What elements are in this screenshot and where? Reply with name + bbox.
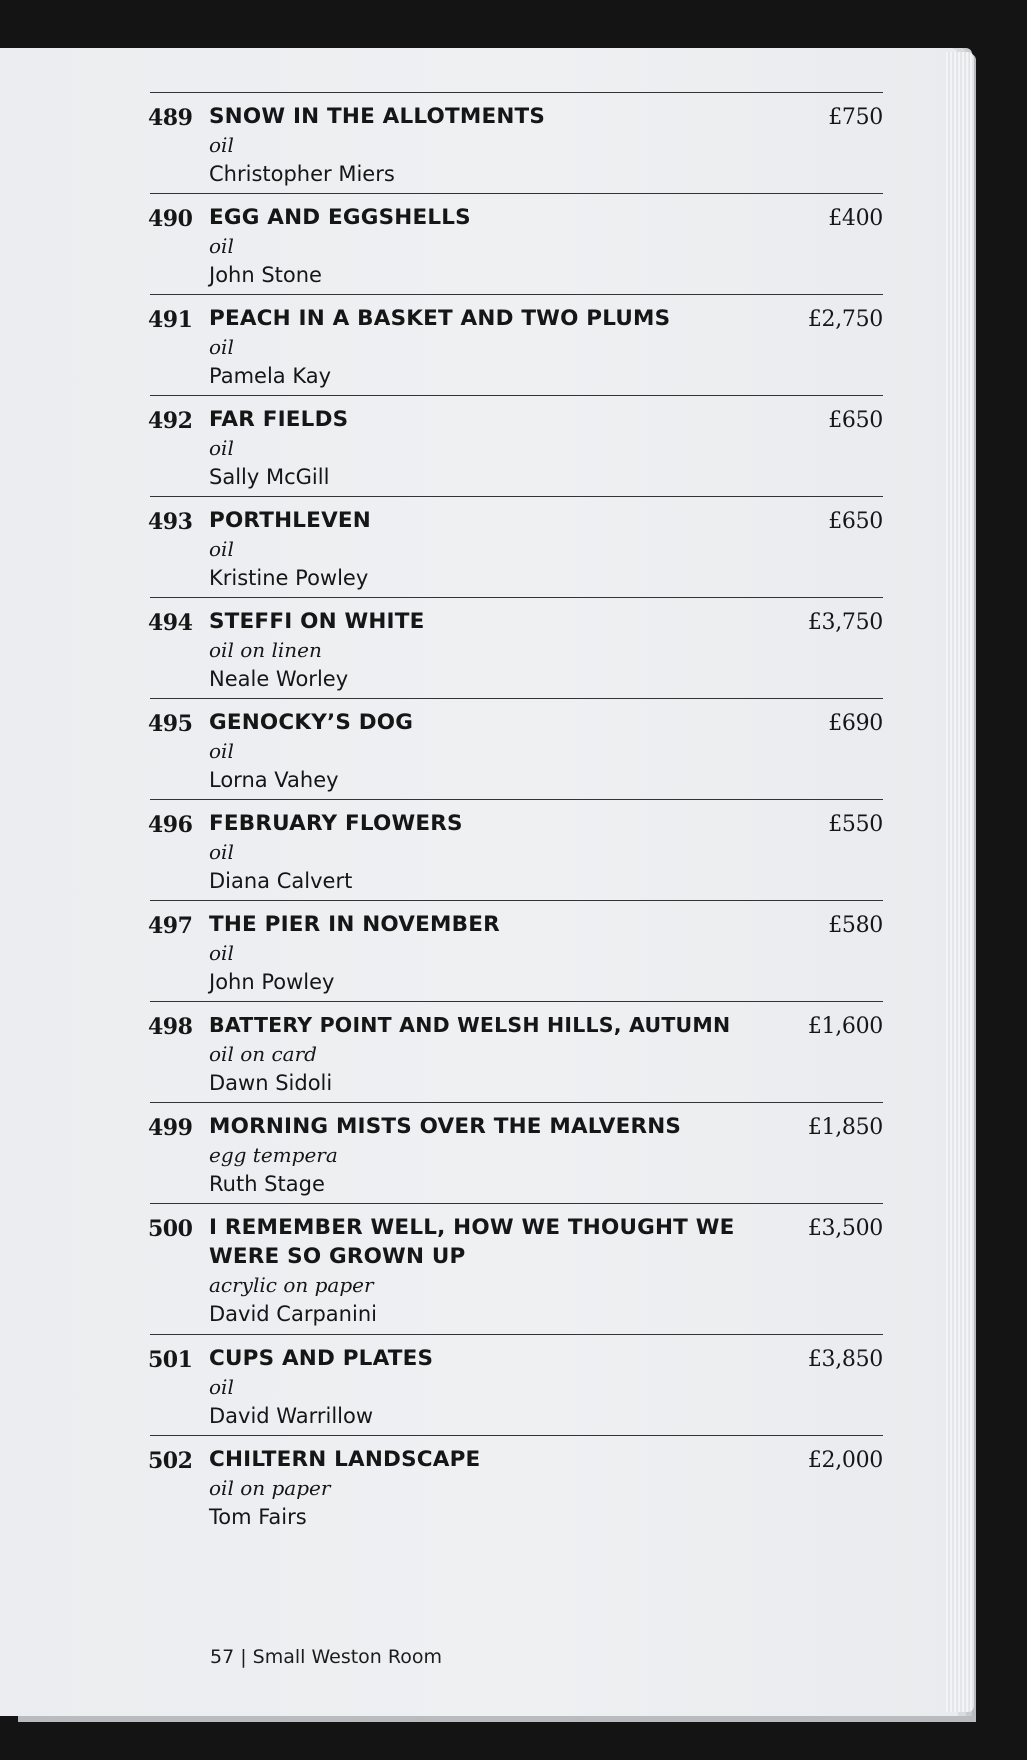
entry-title: FAR FIELDS	[209, 407, 349, 432]
entry-medium: oil on linen	[209, 638, 322, 662]
catalogue-entry	[150, 1203, 883, 1334]
page-edges	[946, 52, 974, 1712]
entry-medium: oil	[209, 537, 234, 561]
entry-artist: Ruth Stage	[209, 1172, 325, 1196]
entry-title: CHILTERN LANDSCAPE	[209, 1447, 481, 1472]
entry-artist: Neale Worley	[209, 667, 349, 691]
catalogue-entry	[150, 597, 883, 698]
entry-artist: Kristine Powley	[209, 566, 369, 590]
entry-medium: acrylic on paper	[209, 1273, 374, 1297]
entry-price: £3,500	[807, 1216, 883, 1241]
entry-artist: Sally McGill	[209, 465, 330, 489]
entry-title: THE PIER IN NOVEMBER	[209, 912, 500, 937]
entry-number: 500	[148, 1216, 193, 1242]
entry-number: 498	[148, 1014, 193, 1040]
entry-number: 499	[148, 1115, 193, 1141]
entry-price: £3,850	[807, 1347, 883, 1372]
catalogue-entry	[150, 92, 883, 193]
entry-medium: oil	[209, 436, 234, 460]
entry-number: 494	[148, 610, 193, 636]
entry-artist: Dawn Sidoli	[209, 1071, 333, 1095]
catalogue-entry	[150, 1435, 883, 1536]
entry-title: I REMEMBER WELL, HOW WE THOUGHT WE WERE SO GROWN UP	[209, 1215, 735, 1269]
entry-artist: Pamela Kay	[209, 364, 332, 388]
entry-medium: oil on paper	[209, 1476, 331, 1500]
entry-title: GENOCKY’S DOG	[209, 710, 414, 735]
entry-medium: egg tempera	[209, 1143, 338, 1167]
entry-medium: oil	[209, 739, 234, 763]
entry-number: 491	[148, 307, 193, 333]
entry-price: £1,600	[807, 1014, 883, 1039]
entry-price: £650	[828, 408, 883, 433]
entry-price: £1,850	[807, 1115, 883, 1140]
entry-number: 489	[148, 105, 193, 131]
entry-artist: John Powley	[209, 970, 335, 994]
entry-price: £650	[828, 509, 883, 534]
entry-price: £2,000	[807, 1448, 883, 1473]
entry-artist: Christopher Miers	[209, 162, 395, 186]
catalogue-entry	[150, 698, 883, 799]
catalogue-entry	[150, 1102, 883, 1203]
entry-medium: oil	[209, 133, 234, 157]
entry-artist: Diana Calvert	[209, 869, 353, 893]
catalogue-entry	[150, 900, 883, 1001]
entry-number: 492	[148, 408, 193, 434]
entry-number: 501	[148, 1347, 193, 1373]
entry-artist: John Stone	[209, 263, 322, 287]
entry-number: 497	[148, 913, 193, 939]
catalogue-entry	[150, 799, 883, 900]
entry-medium: oil on card	[209, 1042, 317, 1066]
entry-title: MORNING MISTS OVER THE MALVERNS	[209, 1114, 682, 1139]
entry-title: EGG AND EGGSHELLS	[209, 205, 471, 230]
entry-artist: David Warrillow	[209, 1404, 374, 1428]
entry-artist: Tom Fairs	[209, 1505, 307, 1529]
entry-price: £2,750	[807, 307, 883, 332]
entry-number: 495	[148, 711, 193, 737]
catalogue-entry	[150, 496, 883, 597]
entry-medium: oil	[209, 234, 234, 258]
catalogue-entry	[150, 193, 883, 294]
entry-price: £400	[828, 206, 883, 231]
entry-number: 493	[148, 509, 193, 535]
entry-number: 490	[148, 206, 193, 232]
catalogue-entry	[150, 1334, 883, 1435]
entry-medium: oil	[209, 840, 234, 864]
entry-title: BATTERY POINT AND WELSH HILLS, AUTUMN	[209, 1013, 731, 1037]
page-footer: 57 | Small Weston Room	[210, 1646, 442, 1668]
entry-price: £750	[828, 105, 883, 130]
entry-number: 496	[148, 812, 193, 838]
catalogue-entry	[150, 294, 883, 395]
entry-medium: oil	[209, 1375, 234, 1399]
entry-title: FEBRUARY FLOWERS	[209, 811, 463, 836]
entry-medium: oil	[209, 941, 234, 965]
entry-artist: David Carpanini	[209, 1302, 377, 1326]
entry-title: CUPS AND PLATES	[209, 1346, 434, 1371]
entry-price: £3,750	[807, 610, 883, 635]
entry-number: 502	[148, 1448, 193, 1474]
entry-title: SNOW IN THE ALLOTMENTS	[209, 104, 546, 129]
entry-artist: Lorna Vahey	[209, 768, 339, 792]
entry-price: £690	[828, 711, 883, 736]
entry-title: PEACH IN A BASKET AND TWO PLUMS	[209, 306, 671, 331]
entry-medium: oil	[209, 335, 234, 359]
entry-price: £550	[828, 812, 883, 837]
catalogue-entry	[150, 395, 883, 496]
catalogue-entry	[150, 1001, 883, 1102]
entry-title: PORTHLEVEN	[209, 508, 371, 533]
catalogue-list	[150, 92, 883, 1536]
entry-title: STEFFI ON WHITE	[209, 609, 425, 634]
entry-price: £580	[828, 913, 883, 938]
